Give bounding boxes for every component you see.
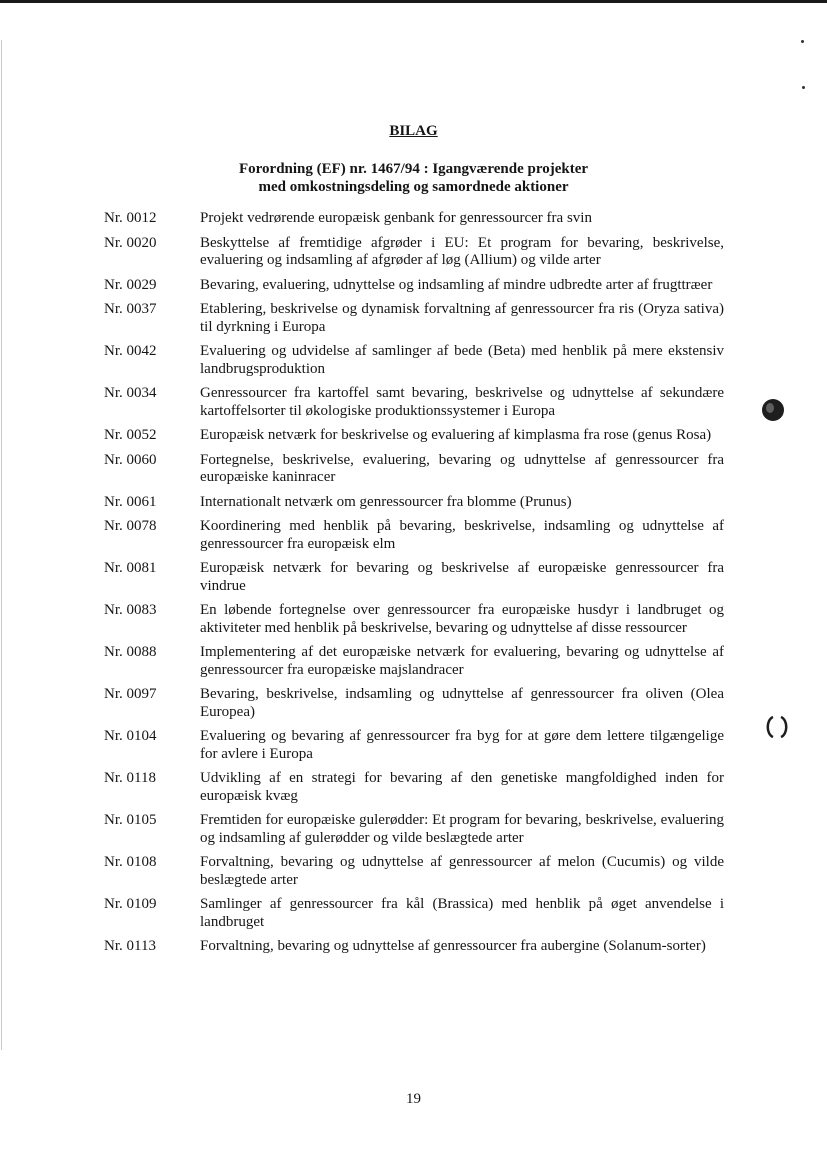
project-description: Bevaring, evaluering, udnyttelse og indsamling af mindre udbredte arter af frugttræer [200, 276, 713, 293]
project-number: Nr. 0012 [104, 210, 157, 226]
project-number: Nr. 0105 [104, 812, 157, 828]
project-number: Nr. 0104 [104, 728, 157, 744]
project-description: Forvaltning, bevaring og udnyttelse af genressourcer af melon (Cucumis) og vilde beslægtede arter [200, 854, 724, 888]
list-item [104, 518, 724, 553]
project-number: Nr. 0088 [104, 644, 157, 660]
list-item [104, 686, 724, 721]
list-item [104, 427, 724, 445]
project-description: Evaluering og bevaring af genressourcer fra byg for at gøre dem lettere tilgængelige for avlere i Europa [200, 728, 724, 762]
list-item [104, 938, 724, 956]
project-description: Europæisk netværk for beskrivelse og evaluering af kimplasma fra rose (genus Rosa) [200, 427, 712, 443]
project-number: Nr. 0052 [104, 427, 157, 443]
project-number: Nr. 0060 [104, 451, 157, 468]
project-description: Evaluering og udvidelse af samlinger af bede (Beta) med henblik på mere ekstensiv landbrugsproduktion [200, 343, 724, 377]
project-description: Internationalt netværk om genressourcer fra blomme (Prunus) [200, 493, 572, 510]
list-item [104, 210, 724, 228]
page-title: BILAG [389, 123, 438, 139]
project-description: Europæisk netværk for bevaring og beskrivelse af europæiske genressourcer fra vindrue [200, 560, 724, 594]
project-description: Beskyttelse af fremtidige afgrøder i EU: Et program for bevaring, beskrivelse, evaluering og indsamling af afgrøder af løg (Allium) og vilde arter [200, 234, 724, 268]
project-list [104, 210, 724, 963]
project-description: Fortegnelse, beskrivelse, evaluering, bevaring og udnyttelse af genressourcer fra europæiske kaninracer [200, 451, 724, 485]
project-number: Nr. 0029 [104, 276, 157, 293]
project-number: Nr. 0113 [104, 938, 156, 954]
document-subtitle [0, 160, 827, 196]
punch-hole-upper-icon [760, 397, 786, 423]
project-number: Nr. 0081 [104, 560, 157, 576]
list-item [104, 812, 724, 847]
list-item [104, 235, 724, 270]
list-item [104, 728, 724, 763]
list-item [104, 644, 724, 679]
scan-speck [801, 40, 804, 43]
project-description: Implementering af det europæiske netværk for evaluering, bevaring og udnyttelse af genressourcer fra europæiske majslandracer [200, 644, 724, 678]
scan-speck [802, 86, 805, 89]
project-number: Nr. 0108 [104, 854, 157, 870]
page-top-border [0, 0, 827, 3]
project-description: Udvikling af en strategi for bevaring af den genetiske mangfoldighed inden for europæisk kvæg [200, 770, 724, 804]
list-item [104, 452, 724, 487]
list-item [104, 896, 724, 931]
list-item [104, 494, 724, 512]
project-description: Projekt vedrørende europæisk genbank for genressourcer fra svin [200, 210, 592, 226]
project-number: Nr. 0020 [104, 234, 157, 251]
list-item [104, 277, 724, 295]
project-number: Nr. 0078 [104, 518, 157, 534]
project-description: Genressourcer fra kartoffel samt bevaring, beskrivelse og udnyttelse af sekundære kartoffelsorter til økologiske produktionssystemer i Europa [200, 385, 724, 419]
subtitle-line: Forordning (EF) nr. 1467/94 : Igangværende projekter [238, 161, 589, 177]
project-number: Nr. 0034 [104, 385, 157, 401]
project-number: Nr. 0083 [104, 602, 157, 618]
list-item [104, 854, 724, 889]
project-description: En løbende fortegnelse over genressourcer fra europæiske husdyr i landbruget og aktiviteter med henblik på beskrivelse, bevaring og udnyttelse af disse ressourcer [200, 602, 724, 636]
project-description: Samlinger af genressourcer fra kål (Brassica) med henblik på øget anvendelse i landbruget [200, 896, 724, 930]
project-description: Etablering, beskrivelse og dynamisk forvaltning af genressourcer fra ris (Oryza sativa) til dyrkning i Europa [200, 301, 724, 335]
project-number: Nr. 0037 [104, 301, 157, 317]
project-description: Bevaring, beskrivelse, indsamling og udnyttelse af genressourcer fra oliven (Olea Europea) [200, 686, 724, 720]
list-item [104, 343, 724, 378]
project-number: Nr. 0061 [104, 493, 157, 510]
list-item [104, 770, 724, 805]
project-description: Koordinering med henblik på bevaring, beskrivelse, indsamling og udnyttelse af genressourcer fra europæisk elm [200, 518, 724, 552]
page-number: 19 [406, 1091, 421, 1107]
project-number: Nr. 0118 [104, 770, 156, 786]
list-item [104, 602, 724, 637]
list-item [104, 385, 724, 420]
list-item [104, 301, 724, 336]
project-number: Nr. 0042 [104, 343, 157, 359]
subtitle-line: med omkostningsdeling og samordnede aktioner [258, 179, 569, 195]
punch-hole-lower-icon [764, 714, 790, 740]
project-number: Nr. 0109 [104, 896, 157, 912]
project-description: Forvaltning, bevaring og udnyttelse af genressourcer fra aubergine (Solanum-sorter) [200, 938, 706, 954]
list-item [104, 560, 724, 595]
project-number: Nr. 0097 [104, 686, 157, 702]
project-description: Fremtiden for europæiske gulerødder: Et program for bevaring, beskrivelse, evaluering og indsamling af gulerødder og vilde beslægtede arter [200, 812, 724, 846]
